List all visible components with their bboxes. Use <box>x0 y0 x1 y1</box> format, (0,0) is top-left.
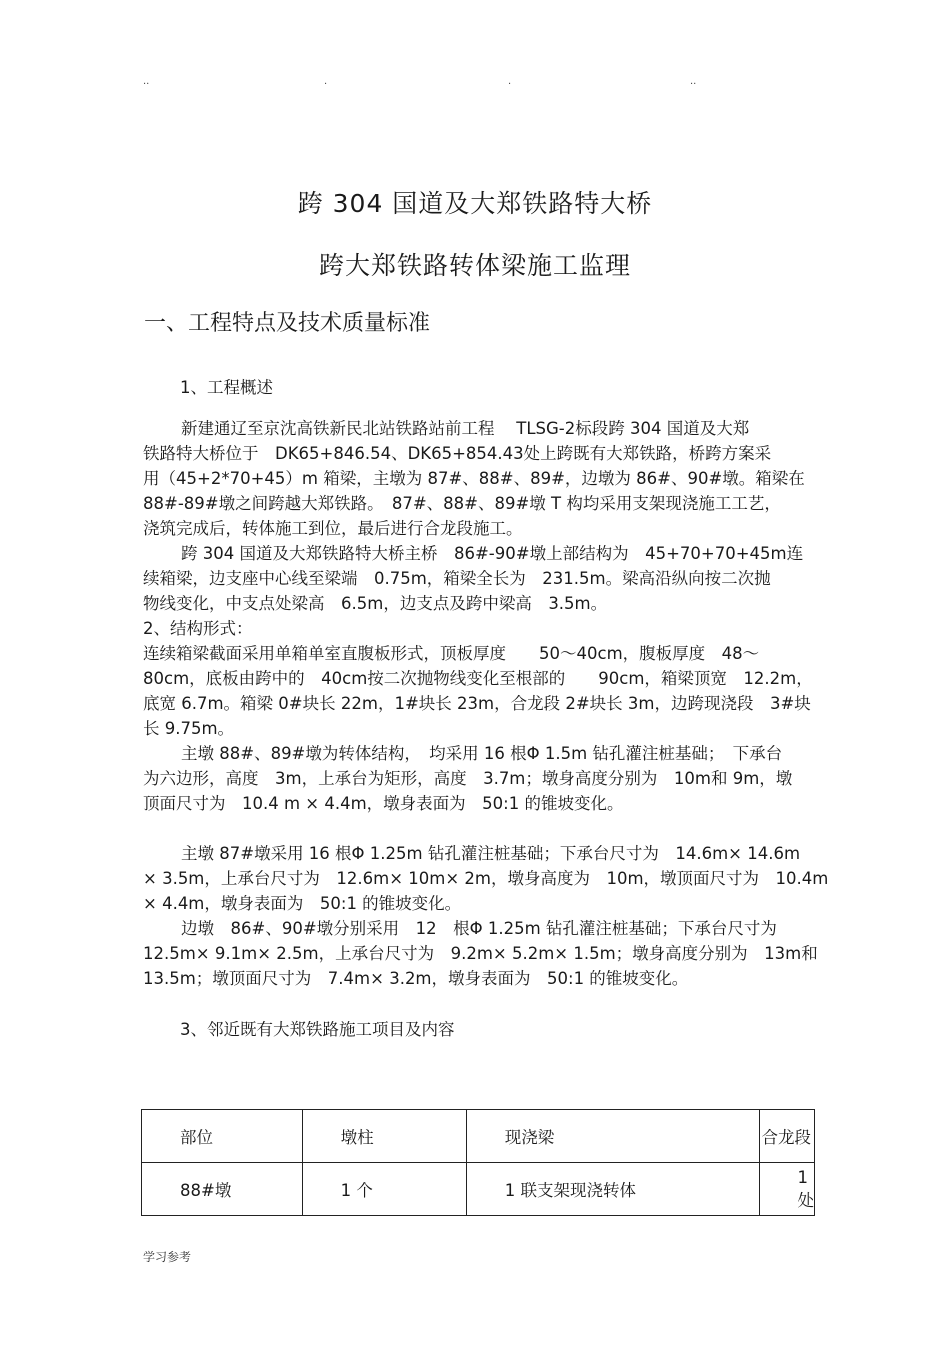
text-line: 80cm，底板由跨中的 40cm按二次抛物线变化至根部的 90cm，箱梁顶宽 12.2m， <box>143 669 813 688</box>
document-title-line2: 跨大郑铁路转体梁施工监理 <box>318 251 631 280</box>
paragraph-main-bridge <box>143 541 811 616</box>
document-title-line1: 跨 304 国道及大郑铁路特大桥 <box>297 189 653 218</box>
text-line: 用（45+2*70+45）m 箱梁，主墩为 87#、88#、89#，边墩为 86#、90#墩。箱梁在 <box>143 469 805 488</box>
text-line: 主墩 88#、89#墩为转体结构， 均采用 16 根Φ 1.5m 钻孔灌注桩基础； 下承台 <box>181 744 783 763</box>
text-line: 主墩 87#墩采用 16 根Φ 1.25m 钻孔灌注桩基础；下承台尺寸为 14.6m× 14.6m <box>181 844 801 863</box>
paragraph-main-pier-87 <box>143 841 829 916</box>
paragraph-structure <box>143 641 811 741</box>
header-mark: . <box>324 76 328 87</box>
text-line: 底宽 6.7m。箱梁 0#块长 22m，1#块长 23m，合龙段 2#块长 3m，边跨现浇段 3#块 <box>143 694 811 713</box>
header-mark: .. <box>143 76 150 87</box>
paragraph-overview <box>143 416 811 541</box>
text-line: 顶面尺寸为 10.4 m × 4.4m，墩身表面为 50:1 的锥坡变化。 <box>143 794 624 813</box>
subsection-heading: 3、邻近既有大郑铁路施工项目及内容 <box>180 1020 455 1039</box>
construction-items-table <box>141 1109 815 1216</box>
text-line: 跨 304 国道及大郑铁路特大桥主桥 86#-90#墩上部结构为 45+70+70+45m连 <box>181 544 804 563</box>
text-line: 边墩 86#、90#墩分别采用 12 根Φ 1.25m 钻孔灌注桩基础；下承台尺寸为 <box>181 919 777 938</box>
text-line: × 4.4m，墩身表面为 50:1 的锥坡变化。 <box>143 894 462 913</box>
paragraph-side-piers <box>143 916 818 991</box>
table-header-cell: 部位 <box>142 1110 303 1163</box>
section-heading: 一、工程特点及技术质量标准 <box>144 311 431 336</box>
text-line: 为六边形，高度 3m，上承台为矩形，高度 3.7m；墩身高度分别为 10m和 9m，墩 <box>143 769 793 788</box>
text-line: 12.5m× 9.1m× 2.5m，上承台尺寸为 9.2m× 5.2m× 1.5m；墩身高度分别为 13m和 <box>143 944 818 963</box>
paragraph-main-pier-88-89 <box>143 741 811 816</box>
table-cell: 1 处 <box>759 1163 815 1216</box>
header-mark: . <box>508 76 512 87</box>
table-header-row <box>142 1110 815 1163</box>
text-line: × 3.5m，上承台尺寸为 12.6m× 10m× 2m，墩身高度为 10m，墩顶面尺寸为 10.4m <box>143 869 829 888</box>
table-header-cell: 现浇梁 <box>466 1110 759 1163</box>
text-line: 物线变化，中支点处梁高 6.5m，边支点及跨中梁高 3.5m。 <box>143 594 608 613</box>
text-line: 88#-89#墩之间跨越大郑铁路。 87#、88#、89#墩 T 构均采用支架现浇施工工艺， <box>143 494 781 513</box>
text-line: 铁路特大桥位于 DK65+846.54、DK65+854.43处上跨既有大郑铁路，桥跨方案采 <box>143 444 772 463</box>
subsection-heading: 2、结构形式： <box>143 619 253 638</box>
footer-note: 学习参考 <box>143 1250 192 1264</box>
table-cell: 1 个 <box>302 1163 466 1216</box>
subsection-heading: 1、工程概述 <box>180 378 273 397</box>
text-line: 浇筑完成后，转体施工到位，最后进行合龙段施工。 <box>143 519 523 538</box>
table-row <box>142 1163 815 1216</box>
text-line: 13.5m；墩顶面尺寸为 7.4m× 3.2m，墩身表面为 50:1 的锥坡变化。 <box>143 969 689 988</box>
header-mark: .. <box>690 76 697 87</box>
text-line: 长 9.75m。 <box>143 719 235 738</box>
table-cell: 1 联支架现浇转体 <box>466 1163 759 1216</box>
table-cell: 88#墩 <box>142 1163 303 1216</box>
table-header-cell: 墩柱 <box>302 1110 466 1163</box>
text-line: 新建通辽至京沈高铁新民北站铁路站前工程 TLSG-2标段跨 304 国道及大郑 <box>181 419 750 438</box>
table-header-cell: 合龙段 <box>759 1110 815 1163</box>
text-line: 续箱梁，边支座中心线至梁端 0.75m，箱梁全长为 231.5m。梁高沿纵向按二次抛 <box>143 569 771 588</box>
text-line: 连续箱梁截面采用单箱单室直腹板形式，顶板厚度 50～40cm，腹板厚度 48～ <box>143 644 760 663</box>
